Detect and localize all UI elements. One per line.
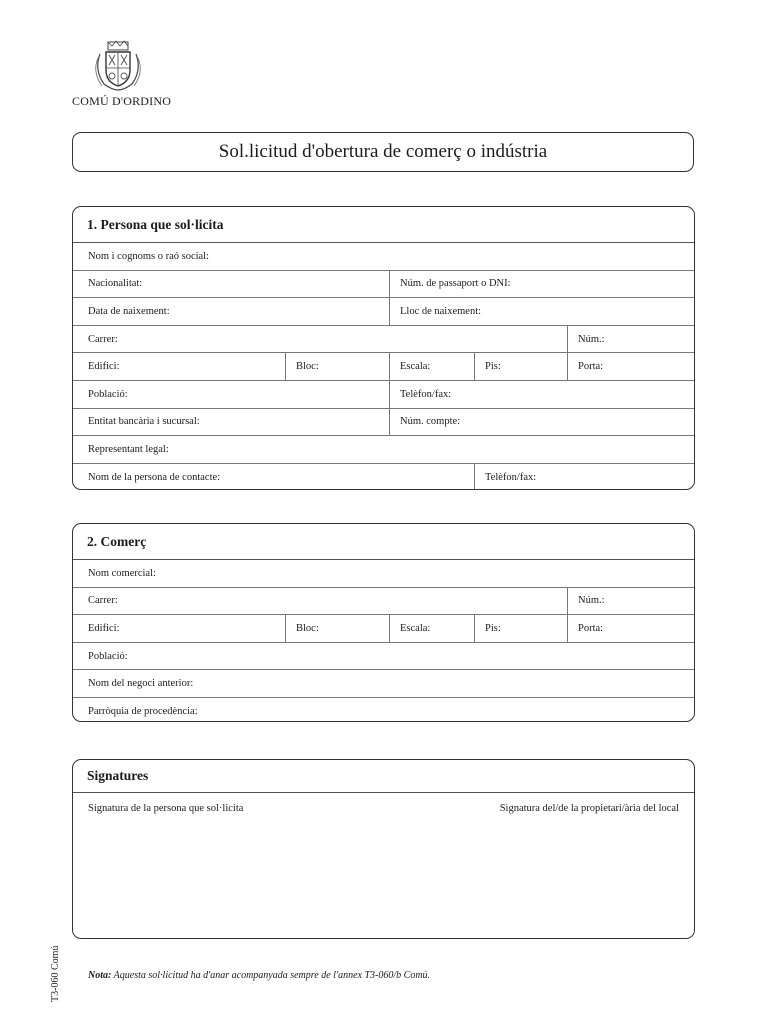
coat-of-arms-icon [90,40,146,92]
business-staircase-field[interactable]: Escala: [389,615,474,642]
form-row [73,436,694,464]
business-door-field[interactable]: Porta: [567,615,694,642]
business-building-field[interactable]: Edifici: [88,622,120,634]
legal-representative-field[interactable]: Representant legal: [88,443,169,455]
section-signatures [72,759,695,939]
section-business [72,523,695,722]
organization-name: COMÚ D'ORDINO [72,94,172,108]
signature-area[interactable] [73,793,694,833]
form-row [73,326,694,354]
bank-field[interactable]: Entitat bancària i sucursal: [88,416,200,428]
trade-name-field[interactable]: Nom comercial: [88,567,156,579]
note-label: Nota: [88,970,112,981]
page-title: Sol.licitud d'obertura de comerç o indústria [218,141,548,162]
number-field[interactable]: Núm.: [567,326,694,353]
contact-phone-field[interactable]: Telèfon/fax: [474,464,694,490]
form-row [73,698,694,722]
door-field[interactable]: Porta: [567,353,694,380]
applicant-signature-label: Signatura de la persona que sol·licita [88,803,244,814]
passport-dni-field[interactable]: Núm. de passaport o DNI: [389,271,694,298]
form-row [73,643,694,671]
business-floor-field[interactable]: Pis: [474,615,567,642]
building-field[interactable]: Edifici: [88,361,120,373]
previous-business-field[interactable]: Nom del negoci anterior: [88,678,194,690]
nationality-field[interactable]: Nacionalitat: [88,278,143,290]
form-title-box [72,132,694,172]
town-field[interactable]: Població: [88,388,128,400]
business-number-field[interactable]: Núm.: [567,588,694,615]
form-row [73,243,694,271]
footer-note [88,970,430,981]
floor-field[interactable]: Pis: [474,353,567,380]
full-name-field[interactable]: Nom i cognoms o raó social: [88,250,210,262]
form-row [73,670,694,698]
street-field[interactable]: Carrer: [88,333,118,345]
form-row [73,409,694,437]
staircase-field[interactable]: Escala: [389,353,474,380]
section-applicant [72,206,695,490]
contact-name-field[interactable]: Nom de la persona de contacte: [88,472,221,484]
section-business-heading: 2. Comerç [73,524,694,560]
birth-date-field[interactable]: Data de naixement: [88,305,170,317]
section-applicant-heading: 1. Persona que sol·licita [73,207,694,243]
account-number-field[interactable]: Núm. compte: [389,409,694,436]
form-row [73,615,694,643]
form-row [73,464,694,490]
business-street-field[interactable]: Carrer: [88,595,118,607]
owner-signature-label: Signatura del/de la propietari/ària del local [499,803,679,814]
note-text: Aquesta sol·licitud ha d'anar acompanyada sempre de l'annex T3-060/b Comú. [111,970,431,981]
block-field[interactable]: Bloc: [285,353,389,380]
form-row [73,560,694,588]
business-block-field[interactable]: Bloc: [285,615,389,642]
form-code: T3-060 Comú [50,945,61,1002]
parish-origin-field[interactable]: Parròquia de procedència: [88,706,198,718]
form-row [73,298,694,326]
business-town-field[interactable]: Població: [88,650,128,662]
phone-fax-field[interactable]: Telèfon/fax: [389,381,694,408]
form-row [73,271,694,299]
form-row [73,381,694,409]
form-row [73,353,694,381]
form-row [73,588,694,616]
section-signatures-heading: Signatures [73,760,694,793]
birth-place-field[interactable]: Lloc de naixement: [389,298,694,325]
